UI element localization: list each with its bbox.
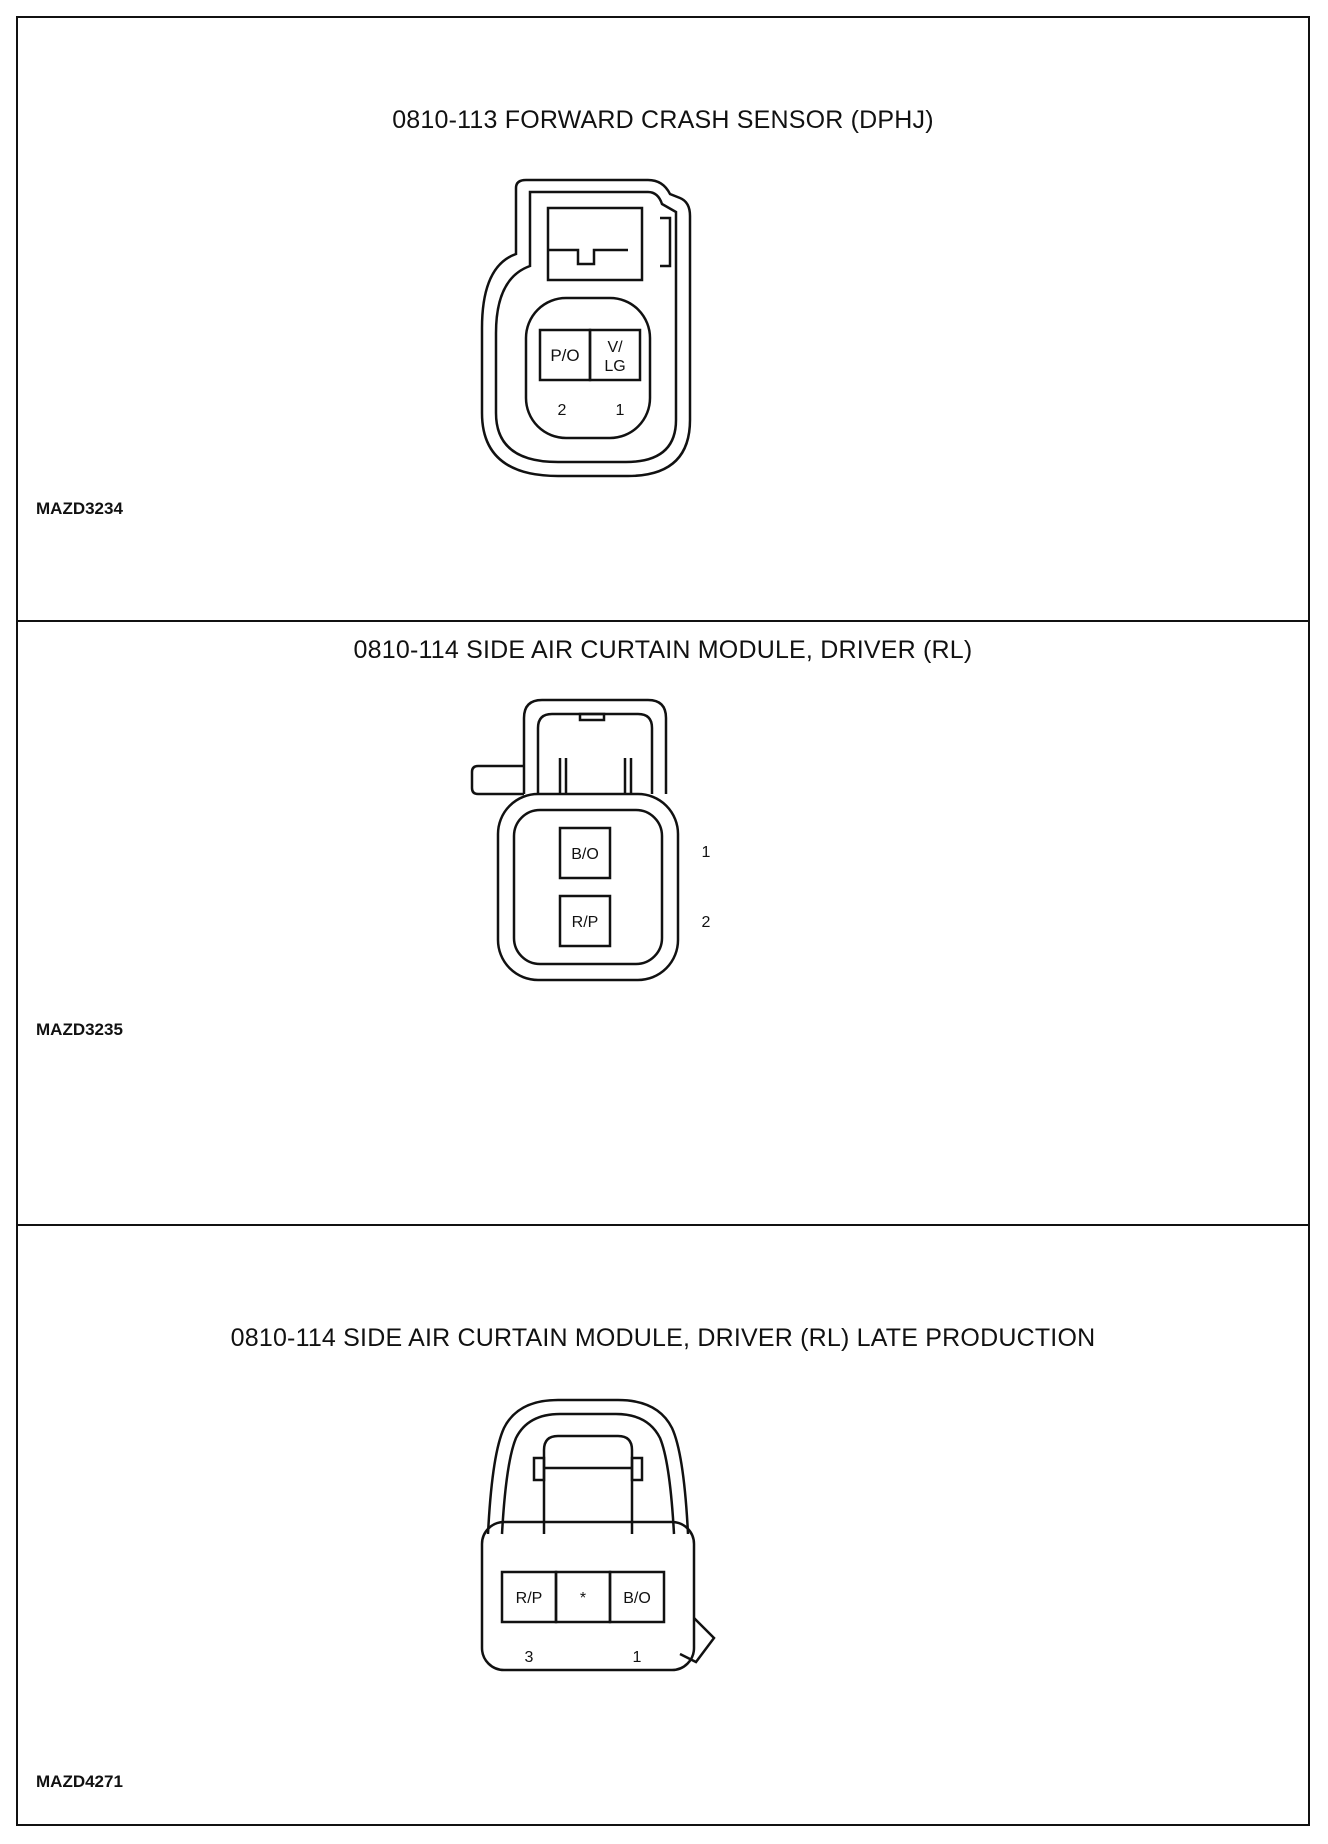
- connector-drawing-side-air-curtain: [438, 690, 738, 1010]
- pin-number-3: 3: [524, 1649, 534, 1666]
- panel-title: 0810-114 SIDE AIR CURTAIN MODULE, DRIVER (RL) LATE PRODUCTION: [230, 1324, 1096, 1352]
- pin-number-2: 2: [701, 914, 711, 931]
- panel-side-air-curtain-module: [18, 622, 1308, 1226]
- cavity-2-wire: *: [579, 1590, 587, 1607]
- figure-code: MAZD3235: [36, 1020, 123, 1039]
- cavity-2-wire: R/P: [571, 914, 599, 931]
- pin-number-1: 1: [632, 1649, 642, 1666]
- connector-drawing-forward-crash-sensor: [438, 158, 738, 488]
- panel-side-air-curtain-late-production: [18, 1226, 1308, 1824]
- cavity-1-wire-line2: LG: [604, 358, 626, 375]
- figure-code: MAZD3234: [36, 499, 123, 518]
- figure-code: MAZD4271: [36, 1772, 123, 1791]
- cavity-1-wire-line1: V/: [607, 339, 623, 356]
- panel-title: 0810-113 FORWARD CRASH SENSOR (DPHJ): [392, 106, 934, 134]
- cavity-3-wire: R/P: [515, 1590, 543, 1607]
- panel-forward-crash-sensor: [18, 18, 1308, 622]
- cavity-1-wire: B/O: [571, 846, 599, 863]
- pin-number-1: 1: [615, 402, 625, 419]
- connector-drawing-late-production: [448, 1394, 728, 1694]
- cavity-2-wire: P/O: [550, 346, 580, 365]
- cavity-1-wire: B/O: [623, 1590, 651, 1607]
- diagram-frame: [16, 16, 1310, 1826]
- pin-number-2: 2: [557, 402, 567, 419]
- panel-title: 0810-114 SIDE AIR CURTAIN MODULE, DRIVER (RL): [353, 636, 973, 664]
- pin-number-1: 1: [701, 844, 711, 861]
